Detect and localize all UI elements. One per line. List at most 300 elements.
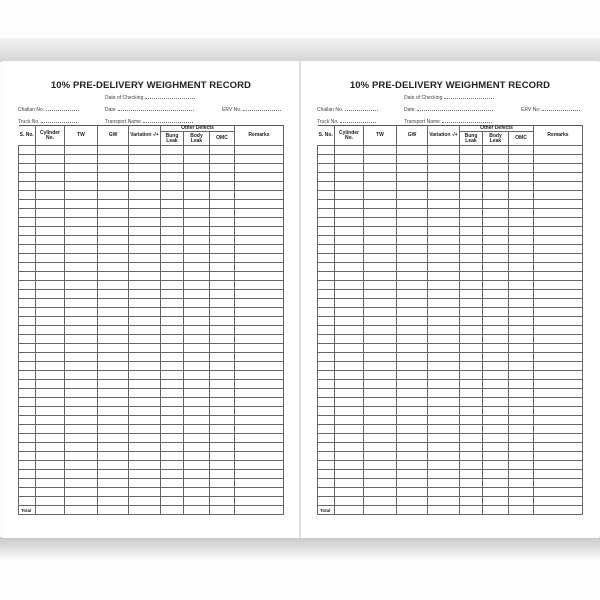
table-cell[interactable] [65, 299, 98, 308]
table-cell[interactable] [184, 362, 210, 371]
table-cell[interactable] [397, 362, 428, 371]
table-cell[interactable] [235, 308, 284, 317]
table-cell[interactable] [161, 425, 184, 434]
table-cell[interactable] [509, 371, 534, 380]
table-cell[interactable] [318, 263, 335, 272]
total-cell[interactable] [397, 506, 428, 515]
table-cell[interactable] [210, 281, 235, 290]
table-cell[interactable] [36, 299, 65, 308]
table-cell[interactable] [534, 299, 583, 308]
table-cell[interactable] [335, 488, 364, 497]
table-cell[interactable] [335, 335, 364, 344]
table-cell[interactable] [318, 443, 335, 452]
table-cell[interactable] [98, 434, 129, 443]
table-cell[interactable] [36, 173, 65, 182]
table-cell[interactable] [364, 281, 397, 290]
table-cell[interactable] [129, 164, 161, 173]
table-cell[interactable] [364, 398, 397, 407]
table-cell[interactable] [65, 317, 98, 326]
table-cell[interactable] [184, 173, 210, 182]
table-cell[interactable] [318, 317, 335, 326]
table-cell[interactable] [397, 290, 428, 299]
table-cell[interactable] [460, 443, 483, 452]
table-cell[interactable] [19, 299, 36, 308]
table-cell[interactable] [534, 227, 583, 236]
table-cell[interactable] [460, 434, 483, 443]
table-cell[interactable] [318, 236, 335, 245]
table-cell[interactable] [161, 173, 184, 182]
table-cell[interactable] [364, 407, 397, 416]
table-cell[interactable] [509, 326, 534, 335]
table-cell[interactable] [483, 281, 509, 290]
table-cell[interactable] [184, 200, 210, 209]
table-cell[interactable] [335, 299, 364, 308]
table-cell[interactable] [534, 452, 583, 461]
table-cell[interactable] [428, 146, 460, 155]
table-cell[interactable] [65, 488, 98, 497]
table-cell[interactable] [483, 488, 509, 497]
table-cell[interactable] [98, 209, 129, 218]
table-cell[interactable] [364, 200, 397, 209]
table-cell[interactable] [161, 326, 184, 335]
table-cell[interactable] [397, 335, 428, 344]
table-cell[interactable] [184, 488, 210, 497]
table-cell[interactable] [36, 488, 65, 497]
date-field[interactable] [404, 106, 493, 113]
table-cell[interactable] [428, 182, 460, 191]
table-cell[interactable] [335, 380, 364, 389]
table-cell[interactable] [509, 335, 534, 344]
table-cell[interactable] [335, 434, 364, 443]
table-cell[interactable] [98, 488, 129, 497]
table-cell[interactable] [129, 470, 161, 479]
table-cell[interactable] [534, 290, 583, 299]
table-cell[interactable] [210, 425, 235, 434]
table-cell[interactable] [129, 299, 161, 308]
table-cell[interactable] [318, 218, 335, 227]
table-cell[interactable] [509, 380, 534, 389]
table-cell[interactable] [318, 290, 335, 299]
table-cell[interactable] [397, 236, 428, 245]
table-cell[interactable] [483, 191, 509, 200]
table-cell[interactable] [210, 182, 235, 191]
table-cell[interactable] [36, 281, 65, 290]
table-cell[interactable] [65, 155, 98, 164]
table-cell[interactable] [36, 461, 65, 470]
table-cell[interactable] [36, 263, 65, 272]
table-cell[interactable] [318, 497, 335, 506]
table-cell[interactable] [235, 146, 284, 155]
table-cell[interactable] [534, 281, 583, 290]
table-cell[interactable] [428, 326, 460, 335]
table-cell[interactable] [98, 353, 129, 362]
table-cell[interactable] [335, 326, 364, 335]
table-cell[interactable] [129, 371, 161, 380]
table-cell[interactable] [460, 281, 483, 290]
table-cell[interactable] [161, 146, 184, 155]
table-cell[interactable] [161, 191, 184, 200]
table-cell[interactable] [36, 452, 65, 461]
table-cell[interactable] [460, 389, 483, 398]
table-cell[interactable] [98, 470, 129, 479]
table-cell[interactable] [65, 497, 98, 506]
table-cell[interactable] [235, 353, 284, 362]
table-cell[interactable] [318, 344, 335, 353]
table-cell[interactable] [161, 164, 184, 173]
table-cell[interactable] [483, 164, 509, 173]
table-cell[interactable] [318, 326, 335, 335]
table-cell[interactable] [318, 245, 335, 254]
erv-no-field[interactable] [521, 106, 580, 113]
table-cell[interactable] [235, 443, 284, 452]
table-cell[interactable] [460, 497, 483, 506]
table-cell[interactable] [534, 209, 583, 218]
table-cell[interactable] [509, 191, 534, 200]
table-cell[interactable] [19, 164, 36, 173]
table-cell[interactable] [318, 227, 335, 236]
table-cell[interactable] [428, 434, 460, 443]
table-cell[interactable] [161, 182, 184, 191]
table-cell[interactable] [534, 308, 583, 317]
table-cell[interactable] [335, 155, 364, 164]
table-cell[interactable] [318, 164, 335, 173]
table-cell[interactable] [184, 470, 210, 479]
table-cell[interactable] [19, 425, 36, 434]
table-cell[interactable] [534, 461, 583, 470]
table-cell[interactable] [98, 389, 129, 398]
table-cell[interactable] [210, 434, 235, 443]
table-cell[interactable] [129, 209, 161, 218]
table-cell[interactable] [235, 362, 284, 371]
table-cell[interactable] [65, 218, 98, 227]
table-cell[interactable] [428, 200, 460, 209]
total-cell[interactable] [460, 506, 483, 515]
table-cell[interactable] [19, 146, 36, 155]
table-cell[interactable] [19, 317, 36, 326]
table-cell[interactable] [129, 245, 161, 254]
table-cell[interactable] [318, 173, 335, 182]
table-cell[interactable] [428, 317, 460, 326]
table-cell[interactable] [509, 218, 534, 227]
table-cell[interactable] [509, 461, 534, 470]
table-cell[interactable] [397, 488, 428, 497]
table-cell[interactable] [318, 146, 335, 155]
table-cell[interactable] [460, 461, 483, 470]
table-cell[interactable] [98, 200, 129, 209]
table-cell[interactable] [36, 227, 65, 236]
table-cell[interactable] [210, 389, 235, 398]
table-cell[interactable] [161, 344, 184, 353]
table-cell[interactable] [534, 380, 583, 389]
table-cell[interactable] [36, 317, 65, 326]
table-cell[interactable] [36, 362, 65, 371]
table-cell[interactable] [335, 200, 364, 209]
table-cell[interactable] [364, 317, 397, 326]
table-cell[interactable] [65, 389, 98, 398]
table-cell[interactable] [235, 254, 284, 263]
table-cell[interactable] [397, 164, 428, 173]
table-cell[interactable] [534, 200, 583, 209]
table-cell[interactable] [210, 299, 235, 308]
table-cell[interactable] [129, 317, 161, 326]
table-cell[interactable] [19, 191, 36, 200]
table-cell[interactable] [397, 398, 428, 407]
table-cell[interactable] [364, 308, 397, 317]
table-cell[interactable] [397, 353, 428, 362]
table-cell[interactable] [98, 263, 129, 272]
table-cell[interactable] [335, 371, 364, 380]
table-cell[interactable] [509, 425, 534, 434]
table-cell[interactable] [534, 389, 583, 398]
table-cell[interactable] [184, 398, 210, 407]
table-cell[interactable] [397, 245, 428, 254]
table-cell[interactable] [428, 245, 460, 254]
table-cell[interactable] [235, 407, 284, 416]
table-cell[interactable] [509, 227, 534, 236]
table-cell[interactable] [235, 461, 284, 470]
table-cell[interactable] [235, 173, 284, 182]
table-cell[interactable] [364, 254, 397, 263]
table-cell[interactable] [460, 290, 483, 299]
table-cell[interactable] [129, 173, 161, 182]
table-cell[interactable] [19, 290, 36, 299]
table-cell[interactable] [129, 200, 161, 209]
table-cell[interactable] [65, 281, 98, 290]
total-cell[interactable] [210, 506, 235, 515]
table-cell[interactable] [235, 497, 284, 506]
table-cell[interactable] [460, 218, 483, 227]
table-cell[interactable] [184, 290, 210, 299]
table-cell[interactable] [161, 281, 184, 290]
table-cell[interactable] [161, 308, 184, 317]
table-cell[interactable] [335, 227, 364, 236]
table-cell[interactable] [364, 470, 397, 479]
table-cell[interactable] [428, 263, 460, 272]
table-cell[interactable] [335, 317, 364, 326]
table-cell[interactable] [184, 164, 210, 173]
table-cell[interactable] [129, 488, 161, 497]
table-cell[interactable] [318, 254, 335, 263]
table-cell[interactable] [98, 425, 129, 434]
table-cell[interactable] [428, 299, 460, 308]
table-cell[interactable] [335, 146, 364, 155]
table-cell[interactable] [129, 425, 161, 434]
table-cell[interactable] [483, 182, 509, 191]
table-cell[interactable] [98, 398, 129, 407]
table-cell[interactable] [98, 191, 129, 200]
table-cell[interactable] [161, 209, 184, 218]
table-cell[interactable] [460, 227, 483, 236]
table-cell[interactable] [335, 407, 364, 416]
table-cell[interactable] [36, 335, 65, 344]
table-cell[interactable] [98, 173, 129, 182]
table-cell[interactable] [483, 443, 509, 452]
table-cell[interactable] [19, 245, 36, 254]
table-cell[interactable] [19, 335, 36, 344]
table-cell[interactable] [397, 470, 428, 479]
table-cell[interactable] [318, 434, 335, 443]
table-cell[interactable] [460, 479, 483, 488]
table-cell[interactable] [129, 407, 161, 416]
table-cell[interactable] [36, 326, 65, 335]
table-cell[interactable] [19, 281, 36, 290]
table-cell[interactable] [235, 389, 284, 398]
table-cell[interactable] [235, 488, 284, 497]
table-cell[interactable] [161, 227, 184, 236]
table-cell[interactable] [19, 344, 36, 353]
table-cell[interactable] [534, 416, 583, 425]
table-cell[interactable] [428, 344, 460, 353]
table-cell[interactable] [483, 272, 509, 281]
table-cell[interactable] [364, 488, 397, 497]
table-cell[interactable] [460, 263, 483, 272]
table-cell[interactable] [483, 227, 509, 236]
table-cell[interactable] [318, 488, 335, 497]
table-cell[interactable] [534, 371, 583, 380]
challan-no-field[interactable] [317, 106, 378, 113]
table-cell[interactable] [364, 362, 397, 371]
table-cell[interactable] [184, 416, 210, 425]
table-cell[interactable] [460, 236, 483, 245]
table-cell[interactable] [210, 146, 235, 155]
table-cell[interactable] [460, 398, 483, 407]
table-cell[interactable] [534, 344, 583, 353]
table-cell[interactable] [534, 362, 583, 371]
table-cell[interactable] [235, 245, 284, 254]
table-cell[interactable] [318, 191, 335, 200]
table-cell[interactable] [161, 236, 184, 245]
table-cell[interactable] [235, 209, 284, 218]
table-cell[interactable] [428, 371, 460, 380]
table-cell[interactable] [98, 371, 129, 380]
table-cell[interactable] [397, 281, 428, 290]
table-cell[interactable] [460, 452, 483, 461]
table-cell[interactable] [210, 272, 235, 281]
table-cell[interactable] [36, 272, 65, 281]
table-cell[interactable] [460, 335, 483, 344]
table-cell[interactable] [509, 434, 534, 443]
table-cell[interactable] [318, 425, 335, 434]
table-cell[interactable] [364, 164, 397, 173]
table-cell[interactable] [364, 344, 397, 353]
table-cell[interactable] [428, 416, 460, 425]
table-cell[interactable] [335, 479, 364, 488]
table-cell[interactable] [534, 173, 583, 182]
table-cell[interactable] [397, 209, 428, 218]
table-cell[interactable] [36, 407, 65, 416]
table-cell[interactable] [210, 443, 235, 452]
table-cell[interactable] [184, 380, 210, 389]
table-cell[interactable] [184, 209, 210, 218]
table-cell[interactable] [335, 209, 364, 218]
table-cell[interactable] [460, 200, 483, 209]
table-cell[interactable] [65, 227, 98, 236]
table-cell[interactable] [335, 218, 364, 227]
table-cell[interactable] [129, 416, 161, 425]
table-cell[interactable] [397, 227, 428, 236]
table-cell[interactable] [129, 146, 161, 155]
table-cell[interactable] [184, 263, 210, 272]
table-cell[interactable] [460, 407, 483, 416]
table-cell[interactable] [460, 416, 483, 425]
table-cell[interactable] [210, 209, 235, 218]
total-cell[interactable] [534, 506, 583, 515]
table-cell[interactable] [483, 434, 509, 443]
table-cell[interactable] [318, 353, 335, 362]
truck-no-field[interactable] [317, 118, 376, 125]
table-cell[interactable] [364, 272, 397, 281]
table-cell[interactable] [36, 344, 65, 353]
table-cell[interactable] [364, 425, 397, 434]
total-cell[interactable] [36, 506, 65, 515]
table-cell[interactable] [36, 164, 65, 173]
table-cell[interactable] [98, 308, 129, 317]
table-cell[interactable] [65, 479, 98, 488]
table-cell[interactable] [483, 380, 509, 389]
table-cell[interactable] [335, 173, 364, 182]
table-cell[interactable] [98, 290, 129, 299]
table-cell[interactable] [335, 281, 364, 290]
table-cell[interactable] [335, 164, 364, 173]
table-cell[interactable] [235, 425, 284, 434]
table-cell[interactable] [318, 407, 335, 416]
table-cell[interactable] [19, 479, 36, 488]
table-cell[interactable] [210, 380, 235, 389]
table-cell[interactable] [509, 344, 534, 353]
table-cell[interactable] [318, 380, 335, 389]
table-cell[interactable] [19, 416, 36, 425]
table-cell[interactable] [397, 371, 428, 380]
table-cell[interactable] [483, 389, 509, 398]
table-cell[interactable] [129, 479, 161, 488]
table-cell[interactable] [509, 362, 534, 371]
table-cell[interactable] [161, 155, 184, 164]
table-cell[interactable] [235, 236, 284, 245]
table-cell[interactable] [129, 344, 161, 353]
table-cell[interactable] [184, 443, 210, 452]
table-cell[interactable] [460, 488, 483, 497]
table-cell[interactable] [460, 254, 483, 263]
table-cell[interactable] [397, 308, 428, 317]
table-cell[interactable] [509, 479, 534, 488]
table-cell[interactable] [235, 182, 284, 191]
table-cell[interactable] [335, 272, 364, 281]
table-cell[interactable] [364, 389, 397, 398]
table-cell[interactable] [534, 191, 583, 200]
table-cell[interactable] [483, 362, 509, 371]
table-cell[interactable] [364, 209, 397, 218]
table-cell[interactable] [210, 326, 235, 335]
table-cell[interactable] [397, 380, 428, 389]
table-cell[interactable] [397, 479, 428, 488]
table-cell[interactable] [19, 272, 36, 281]
table-cell[interactable] [235, 272, 284, 281]
table-cell[interactable] [65, 263, 98, 272]
table-cell[interactable] [65, 452, 98, 461]
table-cell[interactable] [19, 452, 36, 461]
table-cell[interactable] [335, 389, 364, 398]
table-cell[interactable] [428, 353, 460, 362]
table-cell[interactable] [460, 425, 483, 434]
table-cell[interactable] [428, 380, 460, 389]
table-cell[interactable] [318, 155, 335, 164]
table-cell[interactable] [428, 461, 460, 470]
table-cell[interactable] [509, 290, 534, 299]
table-cell[interactable] [19, 155, 36, 164]
table-cell[interactable] [335, 353, 364, 362]
table-cell[interactable] [98, 344, 129, 353]
table-cell[interactable] [460, 380, 483, 389]
